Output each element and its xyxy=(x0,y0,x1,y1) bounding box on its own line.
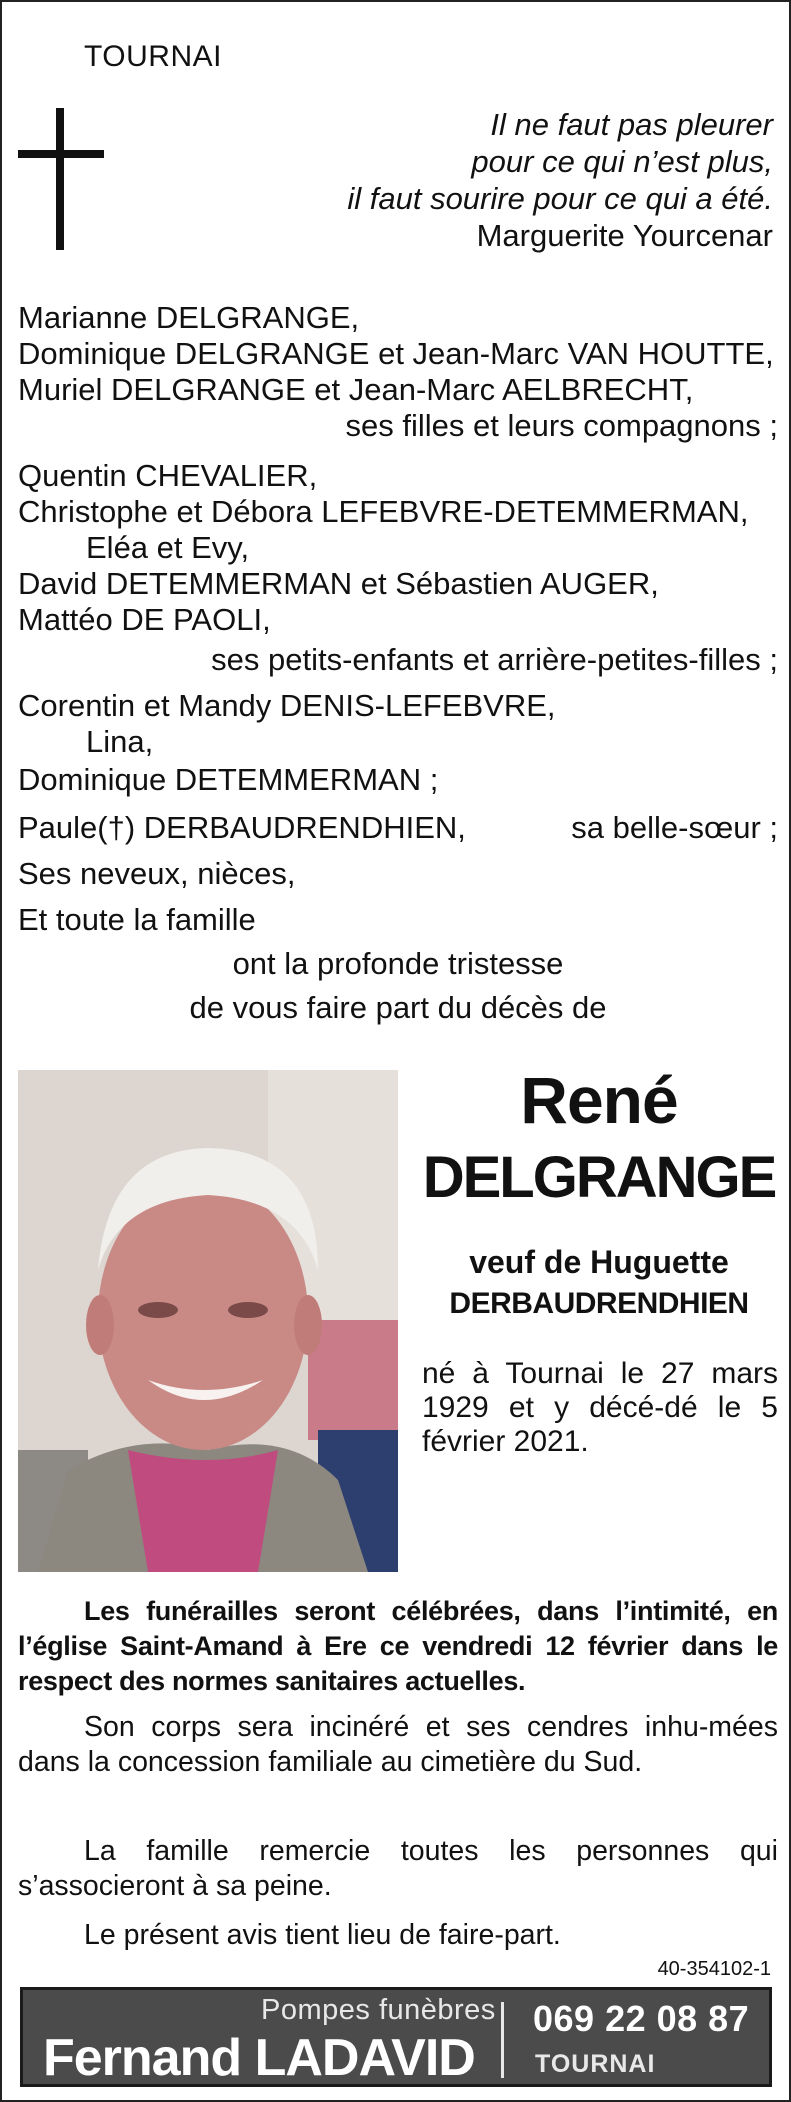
portrait-photo xyxy=(18,1070,398,1572)
family-line: Mattéo DE PAOLI, xyxy=(18,602,271,637)
family-relation: sa belle-sœur ; xyxy=(571,810,778,845)
family-line: Ses neveux, nièces, xyxy=(18,856,296,891)
family-line: Dominique DELGRANGE et Jean-Marc VAN HOUTTE, xyxy=(18,336,774,371)
family-line-split xyxy=(18,810,778,846)
funeral-info: Les funérailles seront célébrées, dans l’intimité, en l’église Saint-Amand à Ere ce vendredi 12 février dans le respect des normes sanitaires actuelles. xyxy=(18,1596,778,1696)
family-relation: ses filles et leurs compagnons ; xyxy=(345,408,778,443)
service-label: Pompes funèbres xyxy=(261,1994,496,2026)
phone-number: 069 22 08 87 xyxy=(533,1998,750,2039)
family-line: Corentin et Mandy DENIS-LEFEBVRE, xyxy=(18,688,556,723)
quote-line: pour ce qui n’est plus, xyxy=(471,144,773,179)
family-line: David DETEMMERMAN et Sébastien AUGER, xyxy=(18,566,659,601)
thanks-text: La famille remercie toutes les personnes qui s’associeront à sa peine. xyxy=(18,1835,778,1902)
widow-name: DERBAUDRENDHIEN xyxy=(449,1287,749,1320)
family-line: Eléa et Evy, xyxy=(86,530,250,565)
deceased-first-name: René xyxy=(520,1063,678,1137)
announcement-line: de vous faire part du décès de xyxy=(189,990,607,1025)
epitaph-quote xyxy=(347,106,773,254)
company-town: TOURNAI xyxy=(535,2050,656,2078)
reference-number: 40-354102-1 xyxy=(657,1958,771,1980)
family-line: Paule(†) DERBAUDRENDHIEN, xyxy=(18,810,466,845)
family-line: Quentin CHEVALIER, xyxy=(18,458,318,493)
birth-death-info: né à Tournai le 27 mars 1929 et y décé-dé le 5 février 2021. xyxy=(422,1357,778,1458)
family-line: Christophe et Débora LEFEBVRE-DETEMMERMAN, xyxy=(18,494,749,529)
deceased-last-name: DELGRANGE xyxy=(422,1145,776,1210)
company-name: Fernand LADAVID xyxy=(43,2029,475,2087)
family-line: Lina, xyxy=(86,724,154,759)
family-relation: ses petits-enfants et arrière-petites-filles ; xyxy=(211,642,778,677)
quote-line: Il ne faut pas pleurer xyxy=(490,107,773,142)
quote-line: il faut sourire pour ce qui a été. xyxy=(347,181,773,216)
cremation-info: Son corps sera incinéré et ses cendres inhu-mées dans la concession familiale au cimetière du Sud. xyxy=(18,1711,778,1778)
city-heading: TOURNAI xyxy=(84,40,222,73)
divider xyxy=(501,2002,504,2078)
cross-icon xyxy=(18,108,104,250)
family-line: Dominique DETEMMERMAN ; xyxy=(18,762,439,797)
family-line: Muriel DELGRANGE et Jean-Marc AELBRECHT, xyxy=(18,372,694,407)
funeral-home-banner xyxy=(20,1987,772,2087)
family-line: Marianne DELGRANGE, xyxy=(18,300,360,335)
family-line: Et toute la famille xyxy=(18,902,256,937)
widow-line: veuf de Huguette xyxy=(469,1244,729,1280)
notice-text: Le présent avis tient lieu de faire-part. xyxy=(84,1919,561,1951)
quote-author: Marguerite Yourcenar xyxy=(476,218,773,253)
announcement-line: ont la profonde tristesse xyxy=(232,946,564,981)
